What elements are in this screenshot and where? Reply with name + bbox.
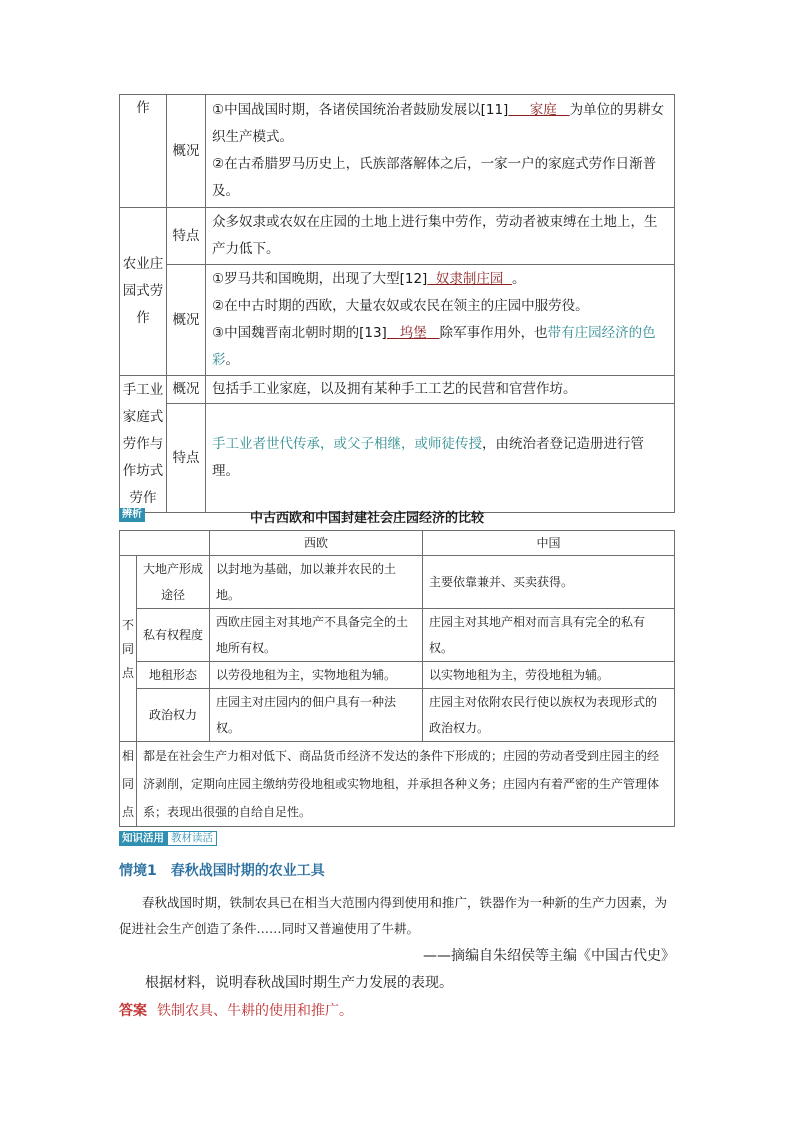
row-label: 地租形态: [137, 662, 210, 689]
source-quote: 春秋战国时期，铁制农具已在相当大范围内得到使用和推广，铁器作为一种新的生产力因素，为促进社会生产创造了条件……同时又普遍使用了牛耕。: [119, 895, 668, 936]
row-category-cell: [120, 95, 167, 208]
paragraph: ②在中古时期的西欧，大量农奴或农民在领主的庄园中服劳役。: [212, 298, 589, 314]
table-row: [120, 376, 675, 404]
highlight-text: 带有庄园经济的色彩: [212, 325, 656, 368]
group-label-difference: 不同点: [120, 556, 137, 742]
blank-answer-text: 奴隶制庄园: [435, 271, 504, 287]
row-aspect: 特点: [167, 404, 206, 513]
row-category: 手工业家庭式劳作与作坊式劳作: [120, 376, 167, 513]
content-cell: 众多奴隶或农奴在庄园的土地上进行集中劳作，劳动者被束缚在土地上，生产力低下。: [206, 208, 675, 265]
answer: [119, 1000, 353, 1020]
similarity-cell: 都是在社会生产力相对低下、商品货币经济不发达的条件下形成的；庄园的劳动者受到庄园主的经济剥削，定期向庄园主缴纳劳役地租或实物地租，并承担各种义务；庄园内有着严密的生产管理体系；表现出很强的自给自足性。: [137, 742, 675, 827]
answer-text: 铁制农具、牛耕的使用和推广。: [157, 1003, 353, 1019]
row-label: 政治权力: [137, 689, 210, 742]
highlight-text: 手工业者世代传承，或父子相继，或师徒传授: [212, 436, 482, 452]
table-row: [120, 689, 675, 742]
table-row: [120, 662, 675, 689]
content-cell: 包括手工业家庭，以及拥有某种手工工艺的民营和官营作坊。: [206, 376, 675, 404]
row-aspect: 特点: [167, 208, 206, 265]
row-aspect: 概况: [167, 95, 206, 208]
table-row: [120, 556, 675, 609]
answer-label: 答案: [119, 1003, 147, 1019]
labor-forms-table: [119, 94, 675, 513]
question: 根据材料，说明春秋战国时期生产力发展的表现。: [145, 975, 453, 991]
quote-source: ——摘编自朱绍侯等主编《中国古代史》: [423, 948, 675, 964]
paragraph: [212, 97, 668, 151]
section-tags: [119, 831, 217, 846]
header-blank: [120, 531, 210, 556]
comparison-table: [119, 530, 675, 827]
china-cell: 庄园主对依附农民行使以族权为表现形式的政治权力。: [423, 689, 675, 742]
text: ①罗马共和国晚期，出现了大型[12]: [212, 271, 428, 287]
blank-answer-text: 坞堡: [399, 325, 427, 341]
text: ①中国战国时期，各诸侯国统治者鼓励发展以[11]: [212, 102, 509, 118]
knowledge-tag: 知识活用: [119, 831, 167, 846]
row-label: 私有权程度: [137, 609, 210, 662]
blank-answer: [508, 102, 569, 118]
header-china: 中国: [423, 531, 675, 556]
text: 。: [512, 271, 526, 287]
paragraph: ②在古希腊罗马历史上，氏族部落解体之后，一家一户的家庭式劳作日渐普及。: [212, 156, 657, 199]
blank-answer: [387, 325, 440, 341]
content-cell: [206, 404, 675, 513]
text: 。: [225, 352, 239, 368]
comparison-title: 中古西欧和中国封建社会庄园经济的比较: [250, 511, 485, 526]
row-category: 农业庄园式劳作: [120, 208, 167, 376]
text: ，由统治者登记造册进行管理。: [212, 436, 644, 479]
row-category: 作: [136, 100, 150, 116]
case-title: 情境1 春秋战国时期的农业工具: [119, 863, 325, 879]
table-row: [120, 609, 675, 662]
table-row: [120, 742, 675, 827]
row-aspect: 概况: [167, 376, 206, 404]
row-label: 大地产形成途径: [137, 556, 210, 609]
content-cell: [206, 95, 675, 208]
table-row: [120, 404, 675, 513]
china-cell: 主要依靠兼并、买卖获得。: [423, 556, 675, 609]
analysis-tag: 辨析: [119, 508, 145, 522]
content-cell: [206, 265, 675, 376]
header-west: 西欧: [210, 531, 423, 556]
paragraph: [212, 266, 668, 293]
table-row: [120, 208, 675, 265]
table-row: [120, 95, 675, 208]
china-cell: 以实物地租为主，劳役地租为辅。: [423, 662, 675, 689]
west-cell: 西欧庄园主对其地产不具备完全的土地所有权。: [210, 609, 423, 662]
text: ③中国魏晋南北朝时期的[13]: [212, 325, 387, 341]
table-header-row: [120, 531, 675, 556]
table-row: [120, 265, 675, 376]
blank-answer-text: 家庭: [529, 102, 557, 118]
row-aspect: 概况: [167, 265, 206, 376]
west-cell: 庄园主对庄园内的佃户具有一种法权。: [210, 689, 423, 742]
text: 除军事作用外，也: [439, 325, 548, 341]
blank-answer: [427, 271, 512, 287]
paragraph: [212, 320, 668, 374]
west-cell: 以封地为基础，加以兼并农民的土地。: [210, 556, 423, 609]
west-cell: 以劳役地租为主，实物地租为辅。: [210, 662, 423, 689]
group-label-similarity: 相同点: [120, 742, 137, 827]
text: 为单位的男耕女织生产模式。: [212, 102, 665, 145]
china-cell: 庄园主对其地产相对而言具有完全的私有权。: [423, 609, 675, 662]
textbook-tag: 教材读活: [167, 831, 217, 846]
